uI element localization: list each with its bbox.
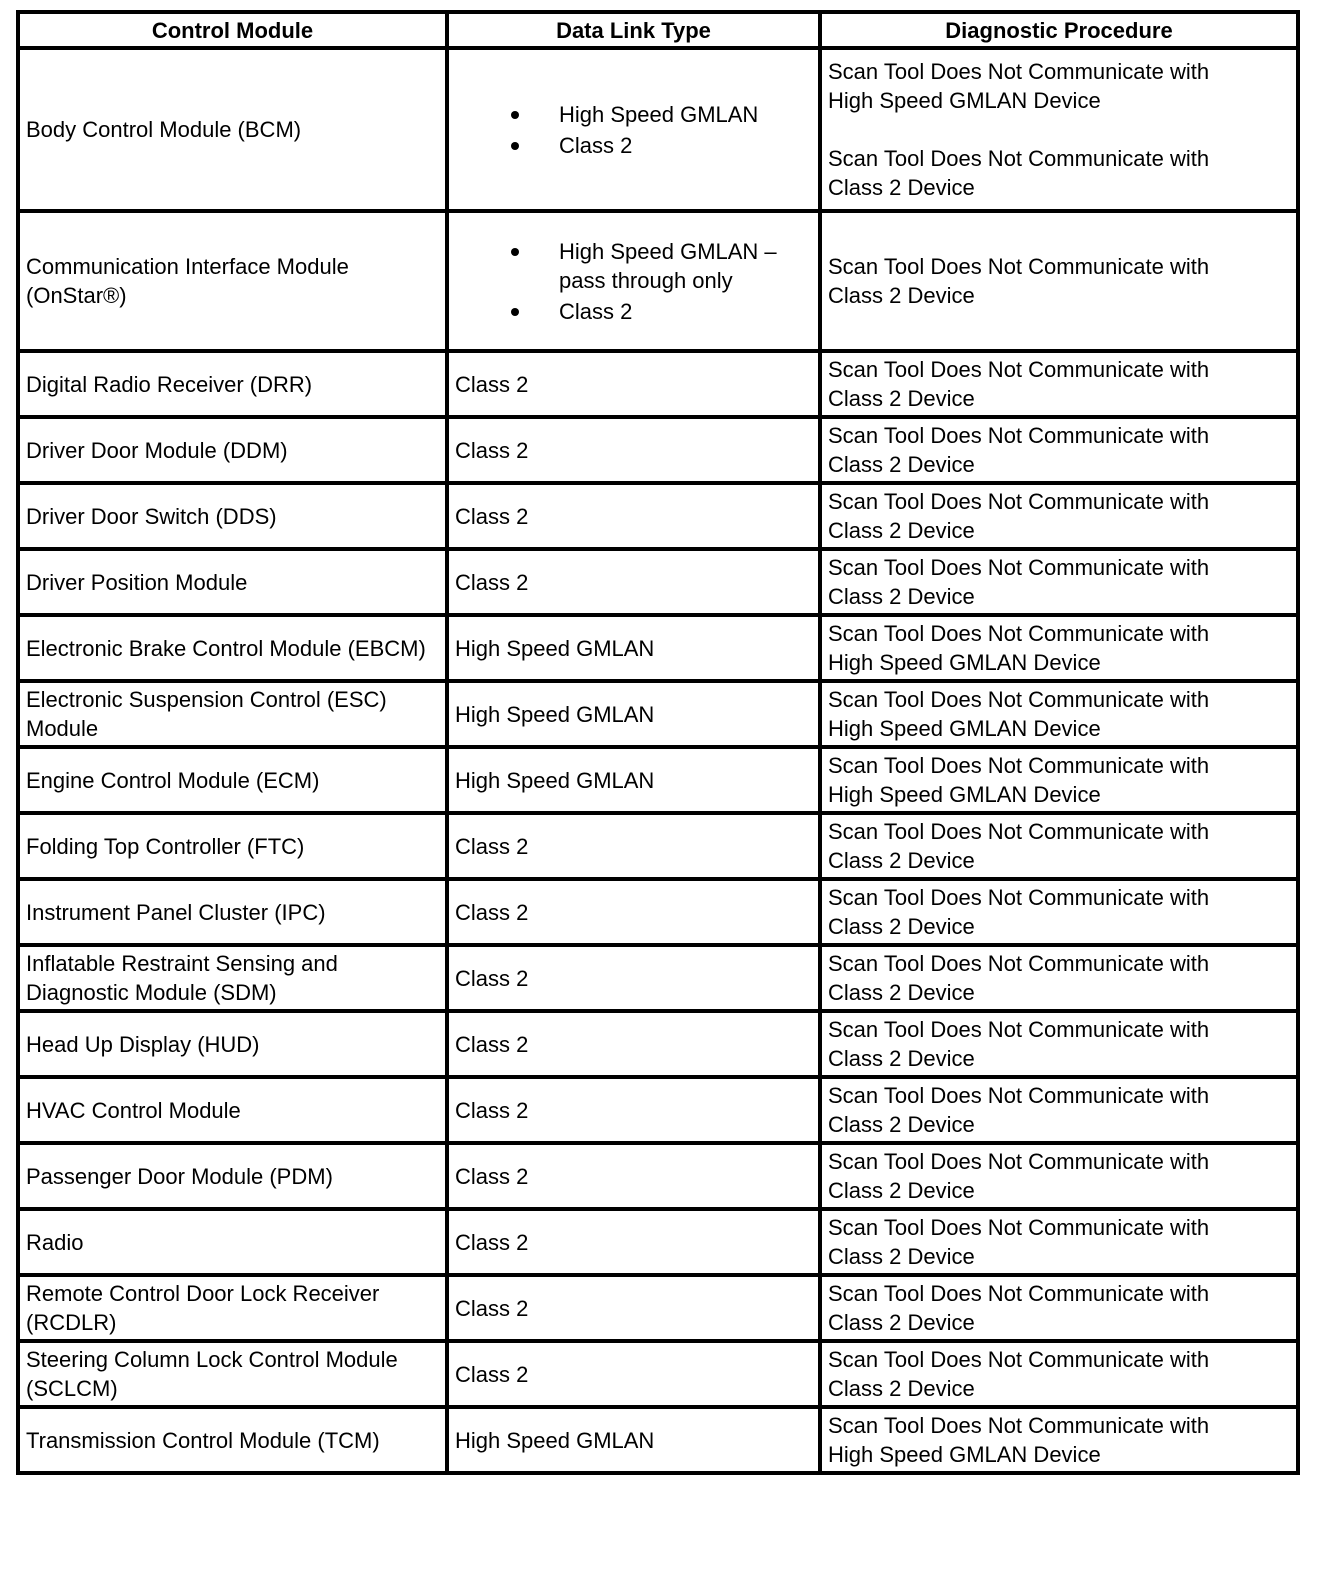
control-module-cell: Digital Radio Receiver (DRR) (18, 351, 447, 417)
diagnostic-procedure-link[interactable]: Scan Tool Does Not Communicate with High Speed GMLAN Device (828, 687, 1210, 741)
table-header-row (18, 12, 1298, 48)
table-row (18, 211, 1298, 351)
control-module-cell: Folding Top Controller (FTC) (18, 813, 447, 879)
diagnostic-procedure-cell (820, 747, 1298, 813)
diagnostic-procedure-cell (820, 417, 1298, 483)
table-row (18, 813, 1298, 879)
table-row (18, 1209, 1298, 1275)
data-link-type-cell: Class 2 (447, 879, 820, 945)
data-link-type-cell (447, 48, 820, 211)
table-row (18, 417, 1298, 483)
data-link-type-cell: High Speed GMLAN (447, 1407, 820, 1473)
diagnostic-procedure-cell (820, 483, 1298, 549)
header-control-module: Control Module (18, 12, 447, 48)
diagnostic-procedure-cell (820, 351, 1298, 417)
diagnostic-procedure-link[interactable]: Scan Tool Does Not Communicate with Class 2 Device (828, 1149, 1210, 1203)
control-module-cell: Driver Door Module (DDM) (18, 417, 447, 483)
control-module-cell: Head Up Display (HUD) (18, 1011, 447, 1077)
diagnostic-procedure-cell (820, 813, 1298, 879)
diagnostic-procedure-link[interactable]: Scan Tool Does Not Communicate with High Speed GMLAN Device (828, 1413, 1210, 1467)
table-row (18, 48, 1298, 211)
control-module-cell: Radio (18, 1209, 447, 1275)
control-module-cell: Electronic Brake Control Module (EBCM) (18, 615, 447, 681)
data-link-type-cell: Class 2 (447, 1143, 820, 1209)
data-link-item: Class 2 (507, 131, 812, 160)
diagnostic-procedure-cell (820, 1407, 1298, 1473)
control-module-cell: Electronic Suspension Control (ESC) Module (18, 681, 447, 747)
data-link-type-cell: Class 2 (447, 351, 820, 417)
control-module-cell: HVAC Control Module (18, 1077, 447, 1143)
table-row (18, 615, 1298, 681)
data-link-type-cell: High Speed GMLAN (447, 747, 820, 813)
data-link-type-cell: Class 2 (447, 1011, 820, 1077)
control-module-cell: Inflatable Restraint Sensing and Diagnostic Module (SDM) (18, 945, 447, 1011)
diagnostic-procedure-link[interactable]: Scan Tool Does Not Communicate with Class 2 Device (828, 423, 1210, 477)
diagnostic-procedure-link[interactable]: Scan Tool Does Not Communicate with Class 2 Device (828, 819, 1210, 873)
data-link-item: Class 2 (507, 297, 812, 326)
diagnostic-procedure-link[interactable]: Scan Tool Does Not Communicate with Class 2 Device (828, 951, 1210, 1005)
data-link-type-cell: Class 2 (447, 1341, 820, 1407)
diagnostic-procedure-cell (820, 211, 1298, 351)
diagnostic-procedure-cell (820, 1143, 1298, 1209)
control-module-cell: Instrument Panel Cluster (IPC) (18, 879, 447, 945)
table-row (18, 1011, 1298, 1077)
data-link-type-cell: Class 2 (447, 483, 820, 549)
table-row (18, 351, 1298, 417)
diagnostic-procedure-cell (820, 1011, 1298, 1077)
diagnostic-procedure-cell (820, 1077, 1298, 1143)
data-link-type-cell: Class 2 (447, 1077, 820, 1143)
data-link-type-cell: Class 2 (447, 549, 820, 615)
control-module-cell: Steering Column Lock Control Module (SCLCM) (18, 1341, 447, 1407)
diagnostic-procedure-link[interactable]: Scan Tool Does Not Communicate with High Speed GMLAN Device (828, 59, 1210, 113)
table-row (18, 1077, 1298, 1143)
diagnostic-procedure-cell (820, 549, 1298, 615)
diagnostic-procedure-cell (820, 48, 1298, 211)
table-row (18, 1407, 1298, 1473)
data-link-item: High Speed GMLAN – pass through only (507, 237, 812, 295)
control-module-cell: Communication Interface Module (OnStar®) (18, 211, 447, 351)
data-link-type-cell: Class 2 (447, 1209, 820, 1275)
diagnostic-procedure-link[interactable]: Scan Tool Does Not Communicate with Class 2 Device (828, 1083, 1210, 1137)
data-link-list (455, 100, 812, 160)
data-link-type-cell: High Speed GMLAN (447, 681, 820, 747)
diagnostic-procedure-link[interactable]: Scan Tool Does Not Communicate with Class 2 Device (828, 489, 1210, 543)
table-row (18, 1341, 1298, 1407)
control-module-cell: Driver Position Module (18, 549, 447, 615)
diagnostic-procedure-cell (820, 879, 1298, 945)
table-row (18, 1143, 1298, 1209)
control-module-cell: Remote Control Door Lock Receiver (RCDLR) (18, 1275, 447, 1341)
diagnostic-procedure-cell (820, 1341, 1298, 1407)
diagnostic-procedure-link[interactable]: Scan Tool Does Not Communicate with Class 2 Device (828, 885, 1210, 939)
table-row (18, 945, 1298, 1011)
diagnostic-procedure-cell (820, 615, 1298, 681)
control-module-table (16, 10, 1300, 1475)
control-module-cell: Passenger Door Module (PDM) (18, 1143, 447, 1209)
data-link-type-cell: High Speed GMLAN (447, 615, 820, 681)
table-row (18, 681, 1298, 747)
diagnostic-procedure-cell (820, 945, 1298, 1011)
diagnostic-procedure-link[interactable]: Scan Tool Does Not Communicate with Class 2 Device (828, 1281, 1210, 1335)
control-module-cell: Body Control Module (BCM) (18, 48, 447, 211)
data-link-type-cell: Class 2 (447, 813, 820, 879)
diagnostic-procedure-link[interactable]: Scan Tool Does Not Communicate with Class 2 Device (828, 555, 1210, 609)
table-row (18, 549, 1298, 615)
control-module-cell: Engine Control Module (ECM) (18, 747, 447, 813)
diagnostic-procedure-link[interactable]: Scan Tool Does Not Communicate with High Speed GMLAN Device (828, 753, 1210, 807)
diagnostic-procedure-link[interactable]: Scan Tool Does Not Communicate with Class 2 Device (828, 1347, 1210, 1401)
diagnostic-procedure-cell (820, 681, 1298, 747)
diagnostic-procedure-link[interactable]: Scan Tool Does Not Communicate with Class 2 Device (828, 1215, 1210, 1269)
diagnostic-procedure-link[interactable]: Scan Tool Does Not Communicate with Class 2 Device (828, 1017, 1210, 1071)
table-row (18, 747, 1298, 813)
table-row (18, 1275, 1298, 1341)
diagnostic-procedure-cell (820, 1275, 1298, 1341)
header-diagnostic-procedure: Diagnostic Procedure (820, 12, 1298, 48)
data-link-type-cell: Class 2 (447, 945, 820, 1011)
data-link-type-cell (447, 211, 820, 351)
data-link-list (455, 237, 812, 326)
control-module-cell: Driver Door Switch (DDS) (18, 483, 447, 549)
diagnostic-procedure-link[interactable]: Scan Tool Does Not Communicate with Class 2 Device (828, 254, 1210, 308)
control-module-cell: Transmission Control Module (TCM) (18, 1407, 447, 1473)
data-link-item: High Speed GMLAN (507, 100, 812, 129)
header-data-link-type: Data Link Type (447, 12, 820, 48)
diagnostic-procedure-link[interactable]: Scan Tool Does Not Communicate with Class 2 Device (828, 146, 1210, 200)
diagnostic-procedure-link[interactable]: Scan Tool Does Not Communicate with High Speed GMLAN Device (828, 621, 1210, 675)
diagnostic-procedure-cell (820, 1209, 1298, 1275)
data-link-type-cell: Class 2 (447, 1275, 820, 1341)
table-row (18, 879, 1298, 945)
diagnostic-procedure-link[interactable]: Scan Tool Does Not Communicate with Class 2 Device (828, 357, 1210, 411)
table-row (18, 483, 1298, 549)
data-link-type-cell: Class 2 (447, 417, 820, 483)
